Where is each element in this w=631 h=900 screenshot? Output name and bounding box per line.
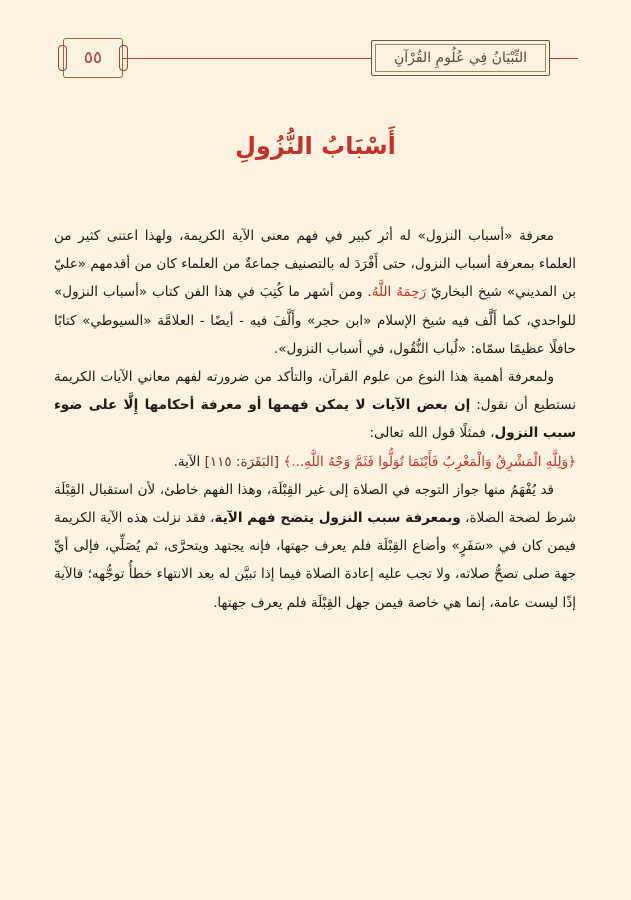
section-title: أَسْبَابُ النُّزُولِ <box>235 132 396 160</box>
paragraph-3 <box>54 476 576 617</box>
body-text <box>54 222 576 617</box>
header-divider-line <box>122 58 372 59</box>
paragraph-3-bold: وبمعرفة سبب النزول يتضح فهم الآية <box>214 510 461 527</box>
paragraph-2-text-b: ، فمثلًا قول الله تعالى: <box>369 425 495 442</box>
paragraph-1 <box>54 222 576 363</box>
paragraph-2 <box>54 363 576 448</box>
verse-text: ﴿وَلِلَّهِ الْمَشْرِقُ وَالْمَغْرِبُ فَأَيْنَمَا تُوَلُّوا فَثَمَّ وَجْهُ اللَّهِ...﴾ <box>283 453 576 470</box>
paragraph-3-text-b: ، فقد نزلت هذه الآية الكريمة فيمن كان في «سَفَرٍ» وأضاع القِبْلَة فلم يعرف جهتها، فإنه يجتهد ويتحرَّى، ثم يُصَلِّي، فإلى أيِّ جهة صلى تصحُّ صلاته، ولا تجب عليه إعادة الصلاة فيما إذا تبيَّن له بعد الانتهاء خطأُ توجُّهه؛ فالآية إذًا ليست عامة، إنما هي خاصة فيمن جهل القِبْلَة فلم يعرف جهتها. <box>54 510 576 611</box>
page-header <box>0 36 631 80</box>
paragraph-3-text-a: قد يُفْهَمُ منها جواز التوجه في الصلاة إلى غير القِبْلَة، وهذا الفهم خاطئ، لأن استقبال القِبْلَة شرط لصحة الصلاة، <box>54 481 576 527</box>
page-number: ٥٥ <box>63 38 123 78</box>
honorific: رَحِمَهُ اللَّهُ <box>371 284 427 301</box>
verse-suffix: الآية. <box>173 453 201 470</box>
paragraph-2-bold: إن بعض الآيات لا يمكن فهمها أو معرفة أحكامها إِلَّا على ضوء سبب النزول <box>54 397 576 442</box>
header-divider-line-right <box>548 58 578 59</box>
verse-reference: [البَقَرَة: ١١٥] <box>204 453 280 470</box>
paragraph-2-text-a: ولمعرفة أهمية هذا النوع من علوم القرآن، والتأكد من ضرورته لفهم معاني الآيات الكريمة نستطيع أن نقول: <box>54 369 576 414</box>
paragraph-1-text-a: معرفة «أسباب النزول» له أثر كبير في فهم معنى الآية الكريمة، ولهذا اعتنى كثير من العلماء بمعرفة أسباب النزول، حتى أَفْرَدَ له بالتصنيف جماعةٌ من العلماء كان من أقدمهم «عليّ بن المديني» شيخ البخاريّ <box>54 228 576 301</box>
quran-verse <box>54 448 576 476</box>
paragraph-1-text-b: . ومن أشهر ما كُتِبَ في هذا الفن كتاب «أسباب النزول» للواحدي، كما أَلَّف فيه شيخ الإسلام «ابن حجر» وأَلَّفَ فيه - أيضًا - العلامَّة «السيوطي» كتابًا حافلًا عظيمًا سمّاه: «لُباب النُّقُول، في أسباب النزول». <box>54 284 576 357</box>
book-title: التِّبْيَانُ فِي عُلُومِ القُرْآنِ <box>371 40 550 76</box>
